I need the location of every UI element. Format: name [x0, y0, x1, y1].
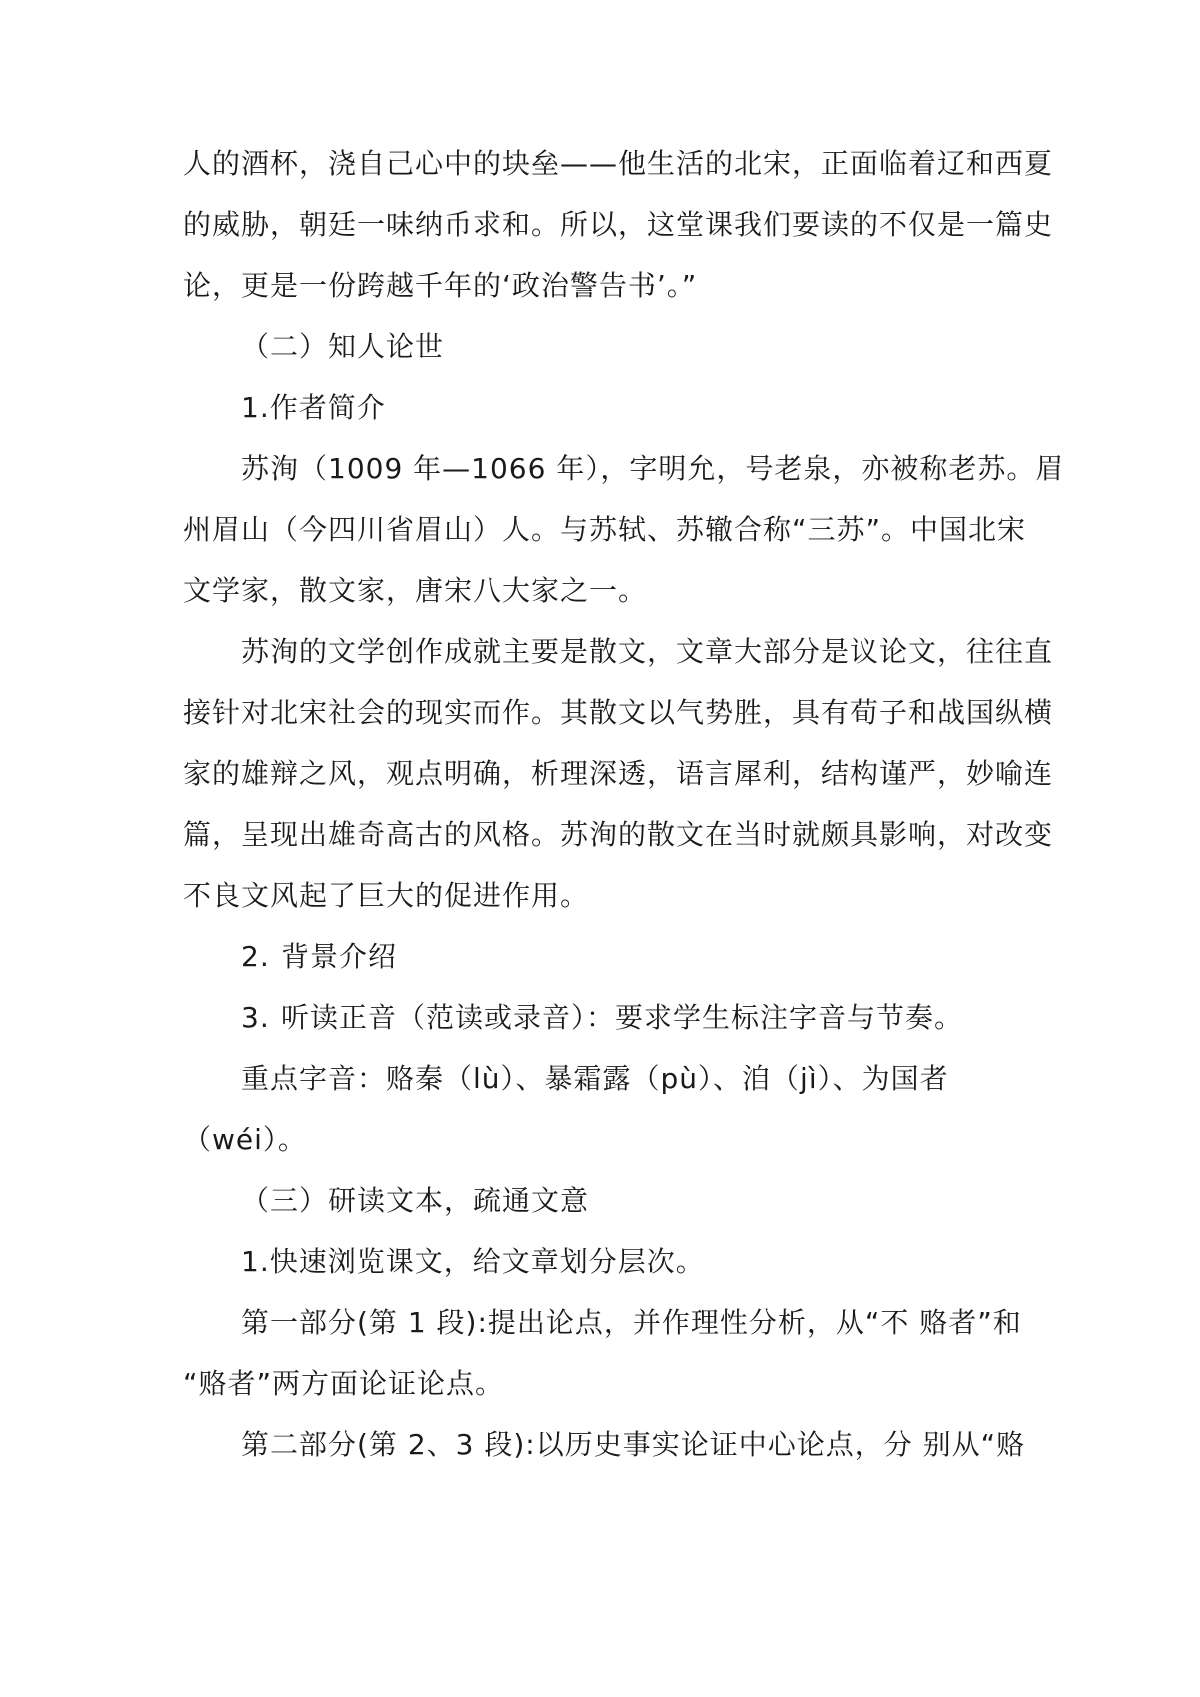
paragraph-line: 不良文风起了巨大的促进作用。	[183, 879, 590, 912]
paragraph-line: 苏洵的文学创作成就主要是散文，文章大部分是议论文，往往直	[241, 635, 1054, 668]
paragraph-line: 篇，呈现出雄奇高古的风格。苏洵的散文在当时就颇具影响，对改变	[183, 818, 1054, 851]
paragraph-line: 文学家，散文家，唐宋八大家之一。	[183, 574, 648, 607]
paragraph-line: 的威胁，朝廷一味纳币求和。所以，这堂课我们要读的不仅是一篇史	[183, 208, 1054, 241]
numbered-item	[241, 1000, 963, 1036]
paragraph-line: 人的酒杯，浇自己心中的块垒——他生活的北宋，正面临着辽和西夏	[183, 147, 1054, 180]
paragraph-line: 苏洵（1009 年—1066 年），字明允，号老泉，亦被称老苏。眉	[241, 452, 1065, 485]
paragraph-line: 接针对北宋社会的现实而作。其散文以气势胜，具有荀子和战国纵横	[183, 696, 1054, 729]
item-number: 2.	[241, 940, 270, 973]
paragraph-line: （wéi）。	[183, 1123, 307, 1156]
item-text: 背景介绍	[281, 940, 398, 973]
numbered-item	[241, 939, 397, 975]
paragraph-line: “赂者”两方面论证论点。	[183, 1367, 505, 1400]
subsection-heading: 1.作者简介	[241, 391, 386, 424]
item-number: 3.	[241, 1001, 270, 1034]
section-heading: （二）知人论世	[241, 330, 445, 363]
subsection-heading: 1.快速浏览课文，给文章划分层次。	[241, 1245, 705, 1278]
section-heading: （三）研读文本，疏通文意	[241, 1184, 590, 1217]
paragraph-line: 州眉山（今四川省眉山）人。与苏轼、苏辙合称“三苏”。中国北宋	[183, 513, 1027, 546]
paragraph-line: 家的雄辩之风，观点明确，析理深透，语言犀利，结构谨严，妙喻连	[183, 757, 1054, 790]
paragraph-line: 重点字音：赂秦（lù）、暴霜露（pù）、洎（jì）、为国者	[241, 1062, 949, 1095]
paragraph-line: 论，更是一份跨越千年的‘政治警告书’。”	[183, 269, 698, 302]
item-text: 听读正音（范读或录音）：要求学生标注字音与节奏。	[281, 1001, 964, 1034]
paragraph-line: 第一部分(第 1 段):提出论点，并作理性分析，从“不 赂者”和	[241, 1306, 1022, 1339]
paragraph-line: 第二部分(第 2、3 段):以历史事实论证中心论点，分 别从“赂	[241, 1428, 1026, 1461]
